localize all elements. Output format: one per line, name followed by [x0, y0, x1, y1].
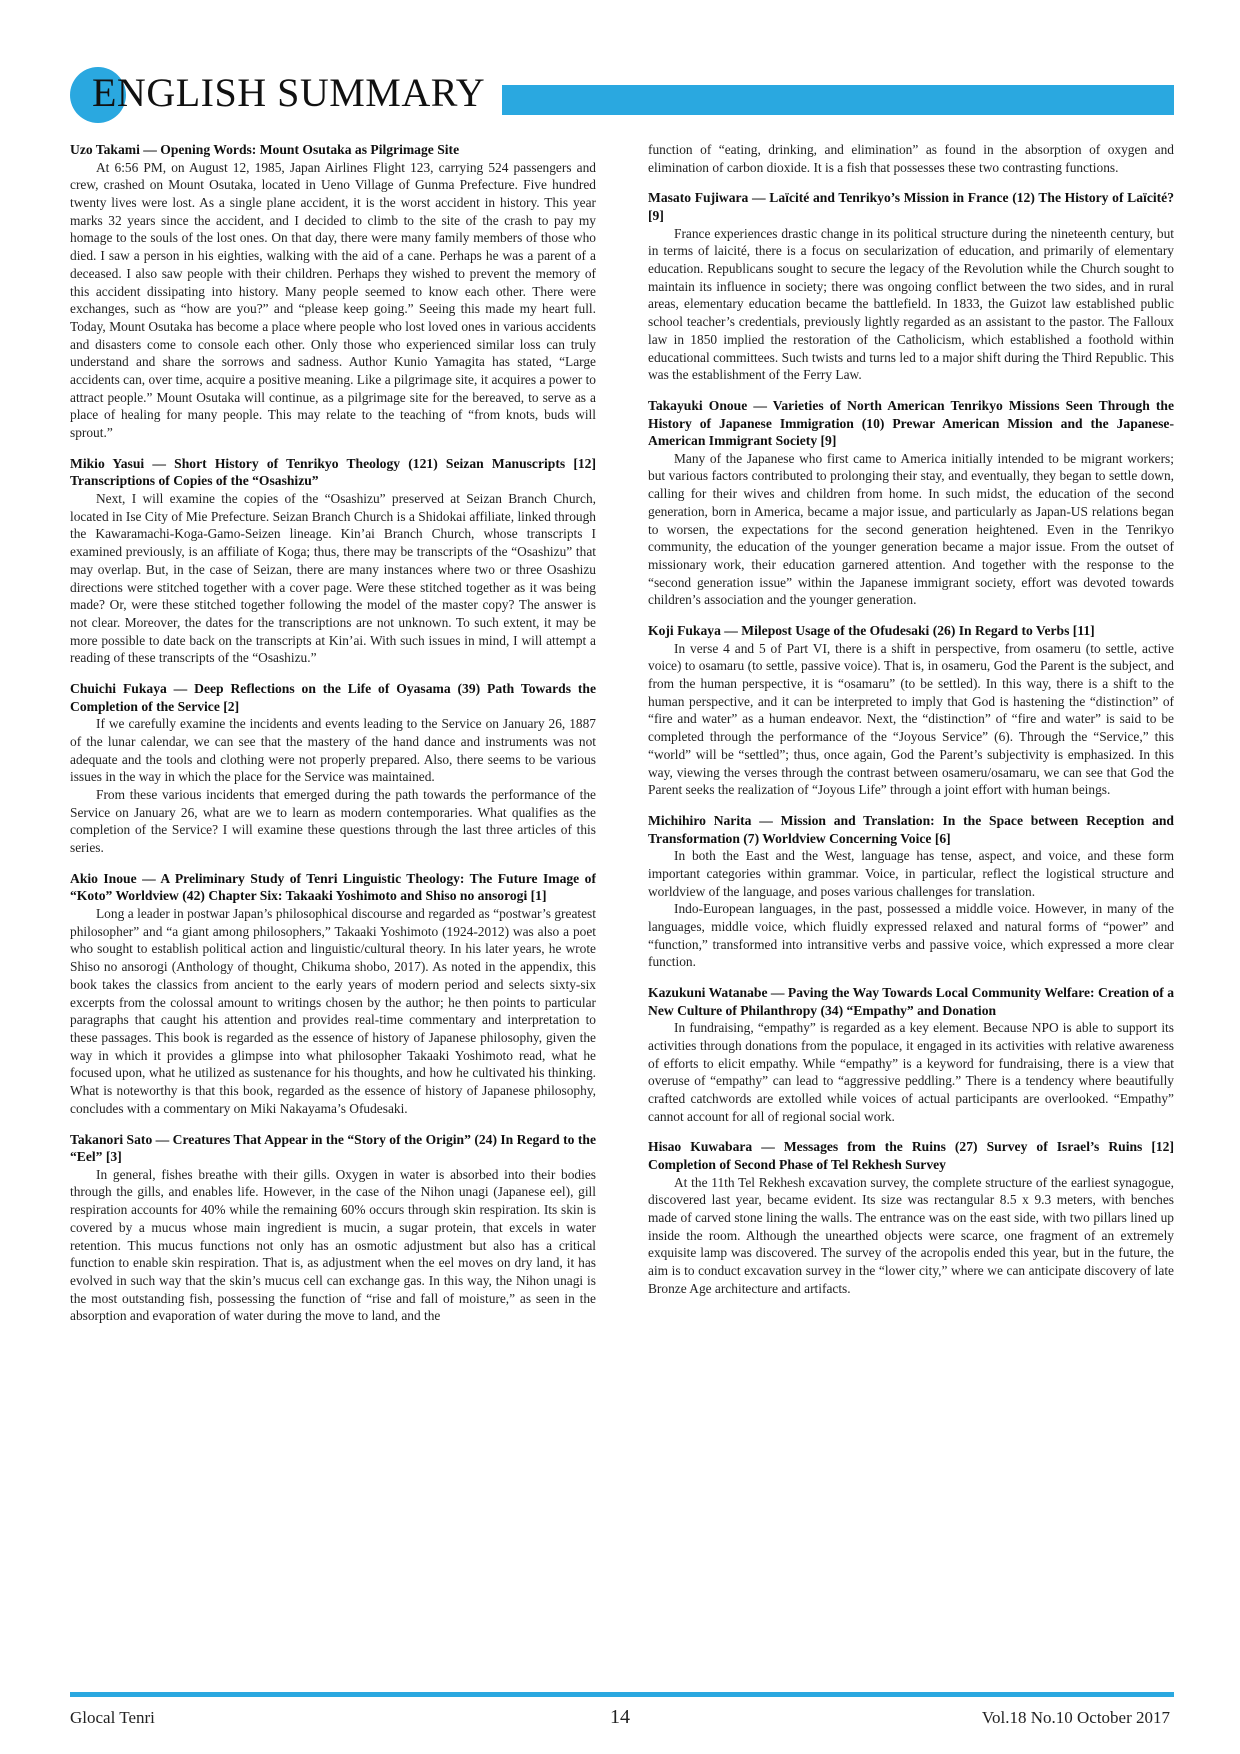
article-title: Mikio Yasui — Short History of Tenrikyo Theology (121) Seizan Manuscripts [12] Transcriptions of Copies of the “Osashizu”: [70, 455, 596, 489]
article-kuwabara: [648, 1138, 1174, 1297]
article-paragraph: At the 11th Tel Rekhesh excavation survey, the complete structure of the earliest synagogue, discovered last year, became evident. Its size was rectangular 8.5 x 9.3 meters, with benches made of carved stone lining the walls. The entrance was on the east side, with two pillars lined up inside the room. Although the unearthed objects were scarce, one fragment of an extremely exquisite lamp was discovered. The survey of the acropolis ended this year, but in the future, the aim is to conduct excavation survey in the “lower city,” where we can anticipate discovery of late Bronze Age architecture and artifacts.: [648, 1174, 1174, 1296]
article-title: Takanori Sato — Creatures That Appear in the “Story of the Origin” (24) In Regard to the “Eel” [3]: [70, 1131, 596, 1165]
page-title: ENGLISH SUMMARY: [92, 70, 486, 115]
article-narita: [648, 812, 1174, 971]
article-paragraph: In general, fishes breathe with their gills. Oxygen in water is absorbed into their bodies through the gills, and enables life. However, in the case of the Nihon unagi (Japanese eel), gill respiration accounts for 40% while the remaining 60% occurs through skin respiration. Its skin is covered by a mucus whose main ingredient is mucin, a sugar protein, that excels in water retention. This mucus functions not only has an osmotic adjustment but also has a critical function to enable skin respiration. That is, as adjustment when the eel moves on dry land, it has evolved in such way that the skin’s mucus cell can exchange gas. In this way, the Nihon unagi is the most outstanding fish, possessing the function of “rise and fall of moisture,” as seen in the absorption and evaporation of water during the move to land, and the: [70, 1166, 596, 1324]
article-title: Uzo Takami — Opening Words: Mount Osutaka as Pilgrimage Site: [70, 142, 460, 157]
article-paragraph: At 6:56 PM, on August 12, 1985, Japan Airlines Flight 123, carrying 524 passengers and crew, crashed on Mount Osutaka, located in Ueno Village of Gunma Prefecture. Five hundred twenty lives were lost. As a single plane accident, it is the worst accident in history. This year marks 32 years since the accident, and I decided to climb to the site of the crash to pay my homage to the souls of the lost ones. On that day, there were many family members of those who died. I saw a person in his eighties, walking with the aid of a cane. Perhaps he was a parent of a deceased. I also saw people with their children. Perhaps they wished to prevent the memory of this accident dissipating into history. Many people seemed to know each other. There were exchanges, such as “how are you?” and “please keep going.” Seeing this made my heart full. Today, Mount Osutaka has become a place where people who lost loved ones in various accidents and disasters come to console each other. Only those who experienced similar loss can truly understand and share the sorrows and sadness. Author Kunio Yamagita has stated, “Large accidents can, over time, acquire a positive meaning. Like a pilgrimage site, it acquires a power to attract people.” Mount Osutaka will continue, as a pilgrimage site for the bereaved, to serve as a place of healing for many people. This may relate to the teaching of “from knots, buds will sprout.”: [70, 159, 596, 441]
article-title: Kazukuni Watanabe — Paving the Way Towards Local Community Welfare: Creation of a New Culture of Philanthropy (34) “Empathy” and Donation: [648, 985, 1174, 1018]
article-fukaya-chuichi: [70, 680, 596, 857]
article-watanabe: [648, 984, 1174, 1125]
article-fujiwara: [648, 189, 1174, 384]
left-column: [70, 141, 596, 1681]
article-title: Michihiro Narita — Mission and Translation: In the Space between Reception and Transformation (7) Worldview Concerning Voice [6]: [648, 812, 1174, 846]
article-title: Koji Fukaya — Milepost Usage of the Ofudesaki (26) In Regard to Verbs [11]: [648, 623, 1095, 639]
article-title: Akio Inoue — A Preliminary Study of Tenri Linguistic Theology: The Future Image of “Koto” Worldview (42) Chapter Six: Takaaki Yoshimoto and Shiso no ansorogi [1]: [70, 870, 596, 904]
article-inoue: [70, 870, 596, 1118]
article-fukaya-koji: [648, 622, 1174, 799]
article-title: Takayuki Onoue — Varieties of North American Tenrikyo Missions Seen Through the History of Japanese Immigration (10) Prewar American Mission and the Japanese-American Immigrant Society [9]: [648, 397, 1174, 449]
article-onoue: [648, 397, 1174, 609]
article-title: Masato Fujiwara — Laïcité and Tenrikyo’s Mission in France (12) The History of Laïcité? [9]: [648, 190, 1174, 223]
article-sato-continued: [648, 141, 1174, 176]
article-paragraph: France experiences drastic change in its political structure during the nineteenth century, but in terms of laicité, there is a focus on secularization of education, and primarily of elementary education. Republicans sought to secure the legacy of the Revolution while the Church sought to maintain its influence in society; there was ongoing conflict between the two sides, and in rural areas, elementary education became the battlefield. In 1833, the Guizot law established public school teacher’s credentials, previously lightly regarded as an assistant to the pastor. The Falloux law in 1850 implied the restoration of the Catholicism, which established a foothold within educational committees. Such twists and turns led to a major shift during the Third Republic. This was the establishment of the Ferry Law.: [648, 225, 1174, 383]
article-paragraph: From these various incidents that emerged during the path towards the performance of the Service on January 26, what are we to learn as modern contemporaries. What qualifies as the completion of the Service? I will examine these questions through the last three articles of this series.: [70, 787, 596, 856]
article-yasui: [70, 455, 596, 667]
header-accent-bar: [502, 85, 1174, 115]
article-takami: [70, 141, 596, 442]
footer-rule: [70, 1692, 1174, 1697]
article-paragraph: Long a leader in postwar Japan’s philosophical discourse and regarded as “postwar’s greatest philosopher” and “a giant among philosophers,” Takaaki Yoshimoto (1924-2012) was also a poet who sought to establish political action and linguistic/cultural theory. In his later years, he wrote Shiso no ansorogi (Anthology of thought, Chikuma shobo, 2017). As noted in the appendix, this book takes the classics from ancient to the early years of modern period and selects sixty-six excerpts from the colossal amount to writings chosen by the author; he then points to particular paragraphs that caught his attention and provides real-time commentary and interpretation to these passages. This book is regarded as the essence of history of Japanese philosophy, given the way in which it provides a glimpse into what philosopher Takaaki Yoshimoto read, what he focused upon, what he utilized as sustenance for his thoughts, and how he cultivated his thinking. What is noteworthy is that this book, regarded as the essence of history of Japanese philosophy, concludes with a commentary on Miki Nakayama’s Ofudesaki.: [70, 906, 596, 1116]
article-paragraph: Many of the Japanese who first came to America initially intended to be migrant workers; but various factors contributed to prolonging their stay, and eventually, they began to settle down, calling for their wives and children from home. In such midst, the education of the second generation, born in America, became a major issue, and particularly as Japan-US relations began to worsen, the expectations for the second generation heightened. Even in the Tenrikyo community, the education of the younger generation became a major issue. From the outset of missionary work, their education garnered attention. And together with the response to the “second generation issue” within the Japanese immigrant society, effort was devoted towards children’s association and the younger generation.: [648, 450, 1174, 608]
article-columns: [70, 141, 1174, 1681]
article-paragraph: If we carefully examine the incidents and events leading to the Service on January 26, 1887 of the lunar calendar, we can see that the mastery of the hand dance and instruments was not adequate and the tools and clothing were not properly prepared. Also, there seems to be various issues in the way in which the place for the Service was maintained.: [70, 716, 596, 785]
right-column: [648, 141, 1174, 1681]
issue-info: Vol.18 No.10 October 2017: [981, 1708, 1170, 1727]
article-sato: [70, 1131, 596, 1326]
article-paragraph: Next, I will examine the copies of the “Osashizu” preserved at Seizan Branch Church, located in Ise City of Mie Prefecture. Seizan Branch Church is a Shidokai affiliate, linked through the Kawaramachi-Koga-Gamo-Seizen lineage. Kin’ai Branch Church, whose transcripts I examined previously, is an affiliate of Koga; thus, there may be transcripts of the “Osashizu” that may overlap. But, in the case of Seizan, there are many instances where two or three Osashizu directions were stitched together with a cover page. Were these stitched together as it was being made? Or, were these stitched together following the model of the master copy? The answer is not clear. Moreover, the dates for the transcriptions are not unknown. To such extent, it may be more possible to date back on the transcripts at Kin’ai. With such issues in mind, I will attempt a reading of these transcripts of the “Osashizu.”: [70, 491, 596, 666]
article-paragraph: In fundraising, “empathy” is regarded as a key element. Because NPO is able to support its activities through donations from the populace, it engaged in its activities with relative awareness of efforts to elicit empathy. While “empathy” is a keyword for fundraising, there is a view that overuse of “empathy” can lead to “aggressive peddling.” There is a tendency where beautifully crafted catchwords are extolled while voices of actual participants are overlooked. “Empathy” cannot account for all of regional social work.: [648, 1020, 1174, 1124]
article-paragraph: In both the East and the West, language has tense, aspect, and voice, and these form important categories within grammar. Voice, in particular, reflect the logistical structure and worldview of the language, and poses various challenges for translation.: [648, 848, 1174, 899]
article-paragraph: In verse 4 and 5 of Part VI, there is a shift in perspective, from osameru (to settle, active voice) to osamaru (to settle, passive voice). That is, in osameru, God the Parent is the subject, and from the human perspective, it is “osamaru” (to be settled). In this way, there is a shift to the human perspective, and it can be interpreted to imply that God is hastening the “distinction” of “fire and water” as a human endeavor. Next, the “distinction” of “fire and water” is said to be completed through the performance of the “Joyous Service” (6). Through the “Service,” this “world” will be “settled”; thus, once again, God the Parent’s subjectivity is emphasized. In this way, viewing the verses through the contrast between osameru/osamaru, we can see that God the Parent seeks the realization of “Joyous Life” through a joint effort with human beings.: [648, 640, 1174, 798]
article-title: Hisao Kuwabara — Messages from the Ruins (27) Survey of Israel’s Ruins [12] Completion of Second Phase of Tel Rekhesh Survey: [648, 1139, 1174, 1173]
page-header: [70, 65, 1174, 125]
article-paragraph: Indo-European languages, in the past, possessed a middle voice. However, in many of the languages, middle voice, which fluidly expressed relaxed and natural forms of “power” and “function,” transformed into intransitive verbs and passive voice, which expressed a more clear function.: [648, 901, 1174, 970]
page-number: 14: [610, 1706, 630, 1728]
article-paragraph-continued: function of “eating, drinking, and elimination” as found in the absorption of oxygen and elimination of carbon dioxide. It is a fish that possesses these two contrasting functions.: [648, 142, 1174, 175]
publication-name: Glocal Tenri: [70, 1708, 155, 1727]
article-title: Chuichi Fukaya — Deep Reflections on the Life of Oyasama (39) Path Towards the Completion of the Service [2]: [70, 681, 596, 714]
